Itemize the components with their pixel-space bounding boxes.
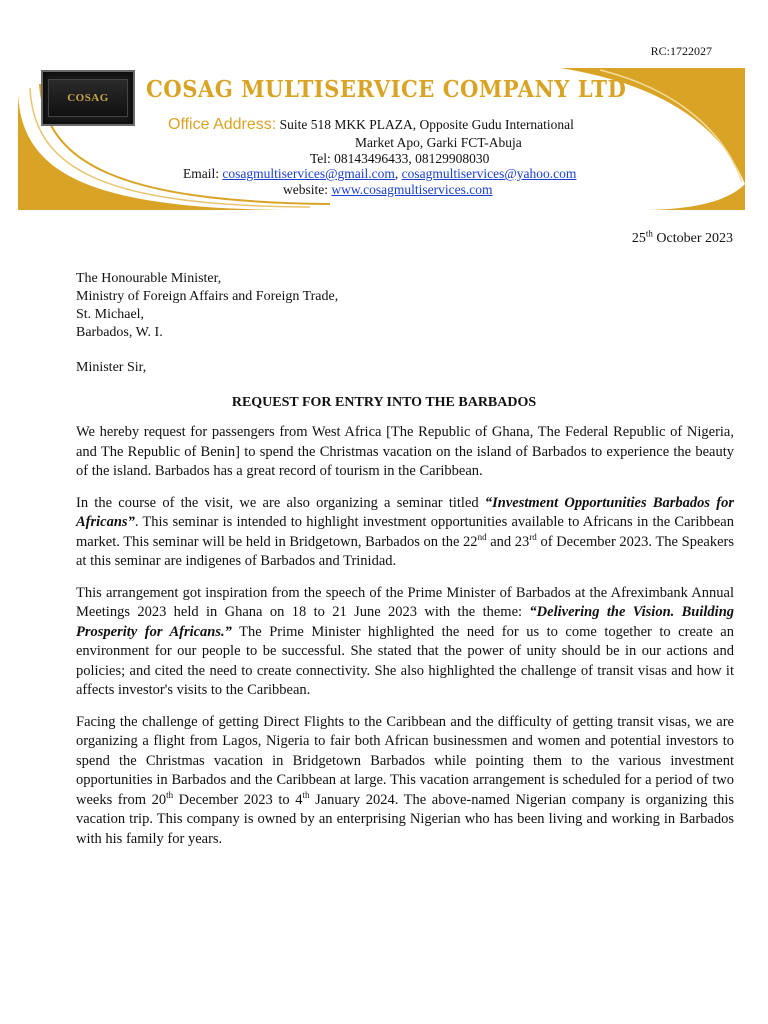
p2-text: and 23 xyxy=(486,533,530,550)
letter-body xyxy=(76,423,734,861)
website-link[interactable]: www.cosagmultiservices.com xyxy=(331,182,493,197)
p3-text: The Prime Minister highlighted the need for us to come together to create an environment for our people to be successful. She stated that the power of unity should be in our actions and policies; and cited the need to create connectivity. She also highlighted the challenge of transit visas and how it affects investor's visits to the Caribbean. xyxy=(76,623,734,698)
salutation: Minister Sir, xyxy=(76,360,147,375)
p4-text: Facing the challenge of getting Direct Flights to the Caribbean and the difficulty of getting transit visas, we are organizing a flight from Lagos, Nigeria to fair both African businessmen and women and potential investors to spend the Christmas vacation in Bridgetown Barbados while pointing them to the various investment opportunities in Barbados and the Caribbean at large. This vacation arrangement is scheduled for a period of two weeks from 20 xyxy=(76,713,734,808)
addressee-line: Barbados, W. I. xyxy=(76,325,163,340)
letter-subject: REQUEST FOR ENTRY INTO THE BARBADOS xyxy=(231,395,537,410)
addressee-line: St. Michael, xyxy=(76,307,145,322)
email-line xyxy=(183,166,576,182)
seminar-title: “Investment Opportunities Barbados for Africans” xyxy=(76,494,734,530)
ordinal-suffix: rd xyxy=(529,531,537,542)
p4-text: January 2024. The above-named Nigerian company is organizing this vacation trip. This company is owned by an enterprising Nigerian who has been living and working in Barbados with his family for years. xyxy=(76,791,734,847)
email-link-yahoo[interactable]: cosagmultiservices@yahoo.com xyxy=(401,166,577,181)
website-line xyxy=(283,182,492,198)
office-address xyxy=(168,116,574,134)
ordinal-suffix: th xyxy=(302,789,310,800)
paragraph-4 xyxy=(76,713,734,850)
office-address-line1: Suite 518 MKK PLAZA, Opposite Gudu International xyxy=(279,117,574,132)
p4-text: December 2023 to 4 xyxy=(173,791,303,808)
office-address-line2: Market Apo, Garki FCT-Abuja xyxy=(355,135,522,150)
date-day: 25 xyxy=(631,231,646,246)
date-suffix: th xyxy=(645,228,653,239)
p3-text: This arrangement got inspiration from the speech of the Prime Minister of Barbados at the Afreximbank Annual Meetings 2023 held in Ghana on 18 to 21 June 2023 with the theme: xyxy=(76,584,734,620)
addressee-block xyxy=(76,270,338,342)
email-separator: , xyxy=(394,166,399,181)
website-label: website: xyxy=(283,182,328,197)
office-address-label: Office Address: xyxy=(168,116,277,133)
date-month-year: October 2023 xyxy=(652,231,733,246)
addressee-line: Ministry of Foreign Affairs and Foreign Trade, xyxy=(76,289,339,304)
paragraph-1: We hereby request for passengers from West Africa [The Republic of Ghana, The Federal Republic of Nigeria, and The Republic of Benin] to spend the Christmas vacation on the island of Barbados to experience the beauty of the island. Barbados has a great record of tourism in the Caribbean. xyxy=(76,424,734,479)
email-label: Email: xyxy=(183,166,219,181)
letter-date xyxy=(631,228,733,247)
theme-quote: “Delivering the Vision. Building Prosperity for Africans.” xyxy=(76,604,735,640)
email-link-gmail[interactable]: cosagmultiservices@gmail.com xyxy=(222,166,395,181)
paragraph-3 xyxy=(76,584,734,701)
company-name: COSAG MULTISERVICE COMPANY LTD xyxy=(146,76,627,103)
telephone: Tel: 08143496433, 08129908030 xyxy=(310,151,490,166)
p2-text: In the course of the visit, we are also organizing a seminar titled xyxy=(76,494,485,511)
paragraph-2 xyxy=(76,494,734,572)
p2-text: . This seminar is intended to highlight investment opportunities available to Africans in the Caribbean market. This seminar will be held in Bridgetown, Barbados on the 22 xyxy=(76,514,734,550)
rc-number: RC:1722027 xyxy=(650,44,712,58)
addressee-line: The Honourable Minister, xyxy=(76,271,222,286)
ordinal-suffix: th xyxy=(166,789,174,800)
logo-text: COSAG xyxy=(67,92,109,104)
p2-text: of December 2023. The Speakers at this seminar are indigenes of Barbados and Trinidad. xyxy=(76,533,734,569)
company-logo xyxy=(41,70,135,126)
ordinal-suffix: nd xyxy=(477,531,487,542)
